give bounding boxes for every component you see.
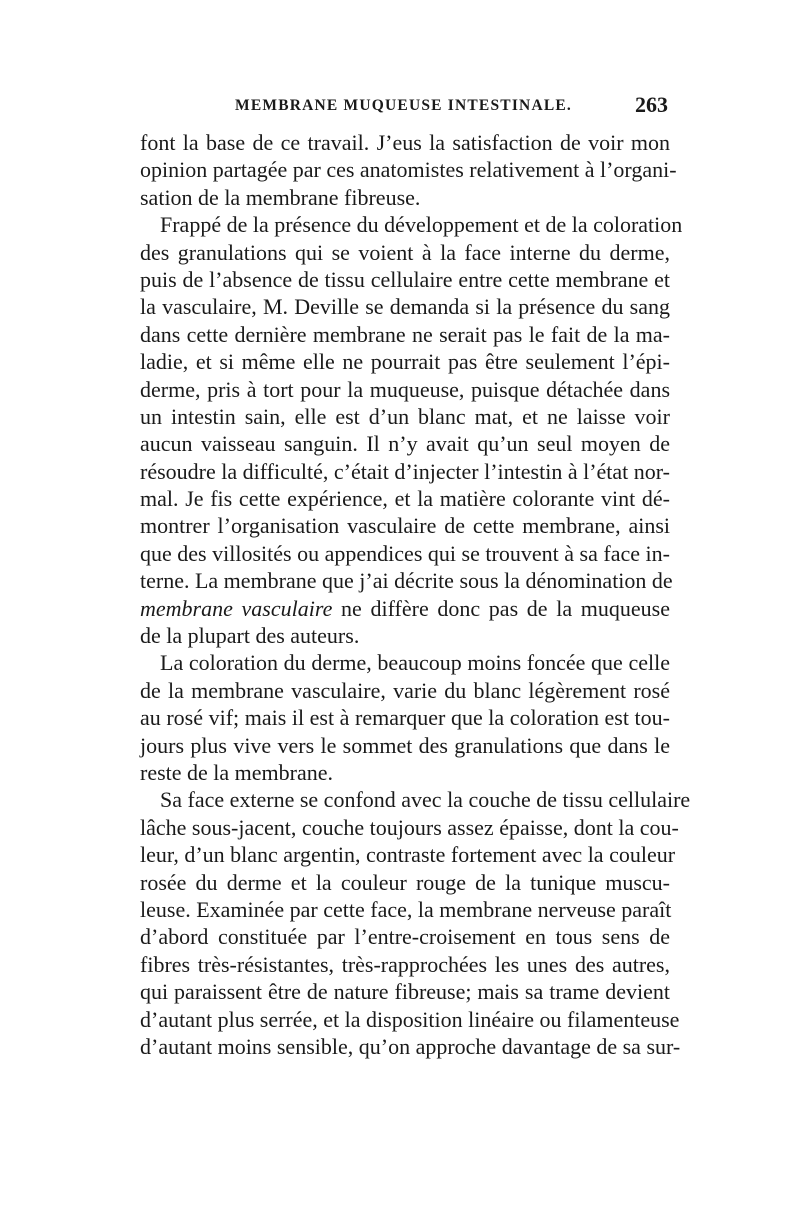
text-line: que des villosités ou appendices qui se trouvent à sa face in- bbox=[140, 540, 670, 566]
text-line: résoudre la difficulté, c’était d’injecter l’intestin à l’état nor- bbox=[140, 458, 670, 484]
text-line: d’autant plus serrée, et la disposition linéaire ou filamenteuse bbox=[140, 1006, 680, 1032]
text-line bbox=[140, 595, 670, 622]
text-line: dans cette dernière membrane ne serait pas le fait de la ma- bbox=[140, 321, 670, 347]
text-line: fibres très-résistantes, très-rapprochées les unes des autres, bbox=[140, 951, 670, 977]
text-line: de la plupart des auteurs. bbox=[140, 623, 360, 649]
running-head bbox=[140, 92, 670, 129]
text-line: opinion partagée par ces anatomistes relativement à l’organi- bbox=[140, 157, 677, 183]
text-line: la vasculaire, M. Deville se demanda si la présence du sang bbox=[140, 294, 670, 320]
text-line: ladie, et si même elle ne pourrait pas être seulement l’épi- bbox=[140, 349, 670, 375]
text-line: rosée du derme et la couleur rouge de la tunique muscu- bbox=[140, 869, 670, 895]
text-line: d’autant moins sensible, qu’on approche davantage de sa sur- bbox=[140, 1033, 681, 1059]
text-line: des granulations qui se voient à la face interne du derme, bbox=[140, 239, 670, 265]
text-line: Sa face externe se confond avec la couche de tissu cellulaire bbox=[160, 787, 691, 813]
book-page bbox=[140, 92, 691, 1060]
text-line: font la base de ce travail. J’eus la satisfaction de voir mon bbox=[140, 130, 670, 155]
text-line: puis de l’absence de tissu cellulaire entre cette membrane et bbox=[140, 266, 670, 292]
page-number: 263 bbox=[635, 92, 668, 117]
text-line: Frappé de la présence du développement et de la coloration bbox=[160, 212, 683, 238]
text-line: un intestin sain, elle est d’un blanc mat, et ne laisse voir bbox=[140, 403, 670, 429]
text-line: mal. Je fis cette expérience, et la matière colorante vint dé- bbox=[140, 486, 670, 512]
text-line: terne. La membrane que j’ai décrite sous la dénomination de bbox=[140, 568, 673, 594]
text-line: lâche sous-jacent, couche toujours assez épaisse, dont la cou- bbox=[140, 814, 679, 840]
body-text bbox=[140, 129, 691, 1060]
text-line-rest: ne diffère donc pas de la muqueuse bbox=[332, 595, 670, 621]
text-line: leur, d’un blanc argentin, contraste fortement avec la couleur bbox=[140, 842, 676, 868]
text-line: au rosé vif; mais il est à remarquer que la coloration est tou- bbox=[140, 705, 670, 731]
running-title: MEMBRANE MUQUEUSE INTESTINALE. bbox=[235, 97, 573, 114]
text-line: La coloration du derme, beaucoup moins foncée que celle bbox=[160, 650, 670, 676]
text-line: montrer l’organisation vasculaire de cette membrane, ainsi bbox=[140, 513, 670, 539]
text-line: sation de la membrane fibreuse. bbox=[140, 184, 421, 210]
text-line: aucun vaisseau sanguin. Il n’y avait qu’un seul moyen de bbox=[140, 431, 670, 457]
text-line: qui paraissent être de nature fibreuse; mais sa trame devient bbox=[140, 979, 670, 1005]
text-line: jours plus vive vers le sommet des granulations que dans le bbox=[140, 732, 670, 758]
text-line: de la membrane vasculaire, varie du blanc légèrement rosé bbox=[140, 677, 670, 703]
text-line: d’abord constituée par l’entre-croisement en tous sens de bbox=[140, 924, 670, 950]
text-line: leuse. Examinée par cette face, la membrane nerveuse paraît bbox=[140, 896, 672, 922]
text-line: derme, pris à tort pour la muqueuse, puisque détachée dans bbox=[140, 376, 670, 402]
text-line: reste de la membrane. bbox=[140, 759, 334, 785]
italic-term: membrane vasculaire bbox=[140, 595, 333, 621]
